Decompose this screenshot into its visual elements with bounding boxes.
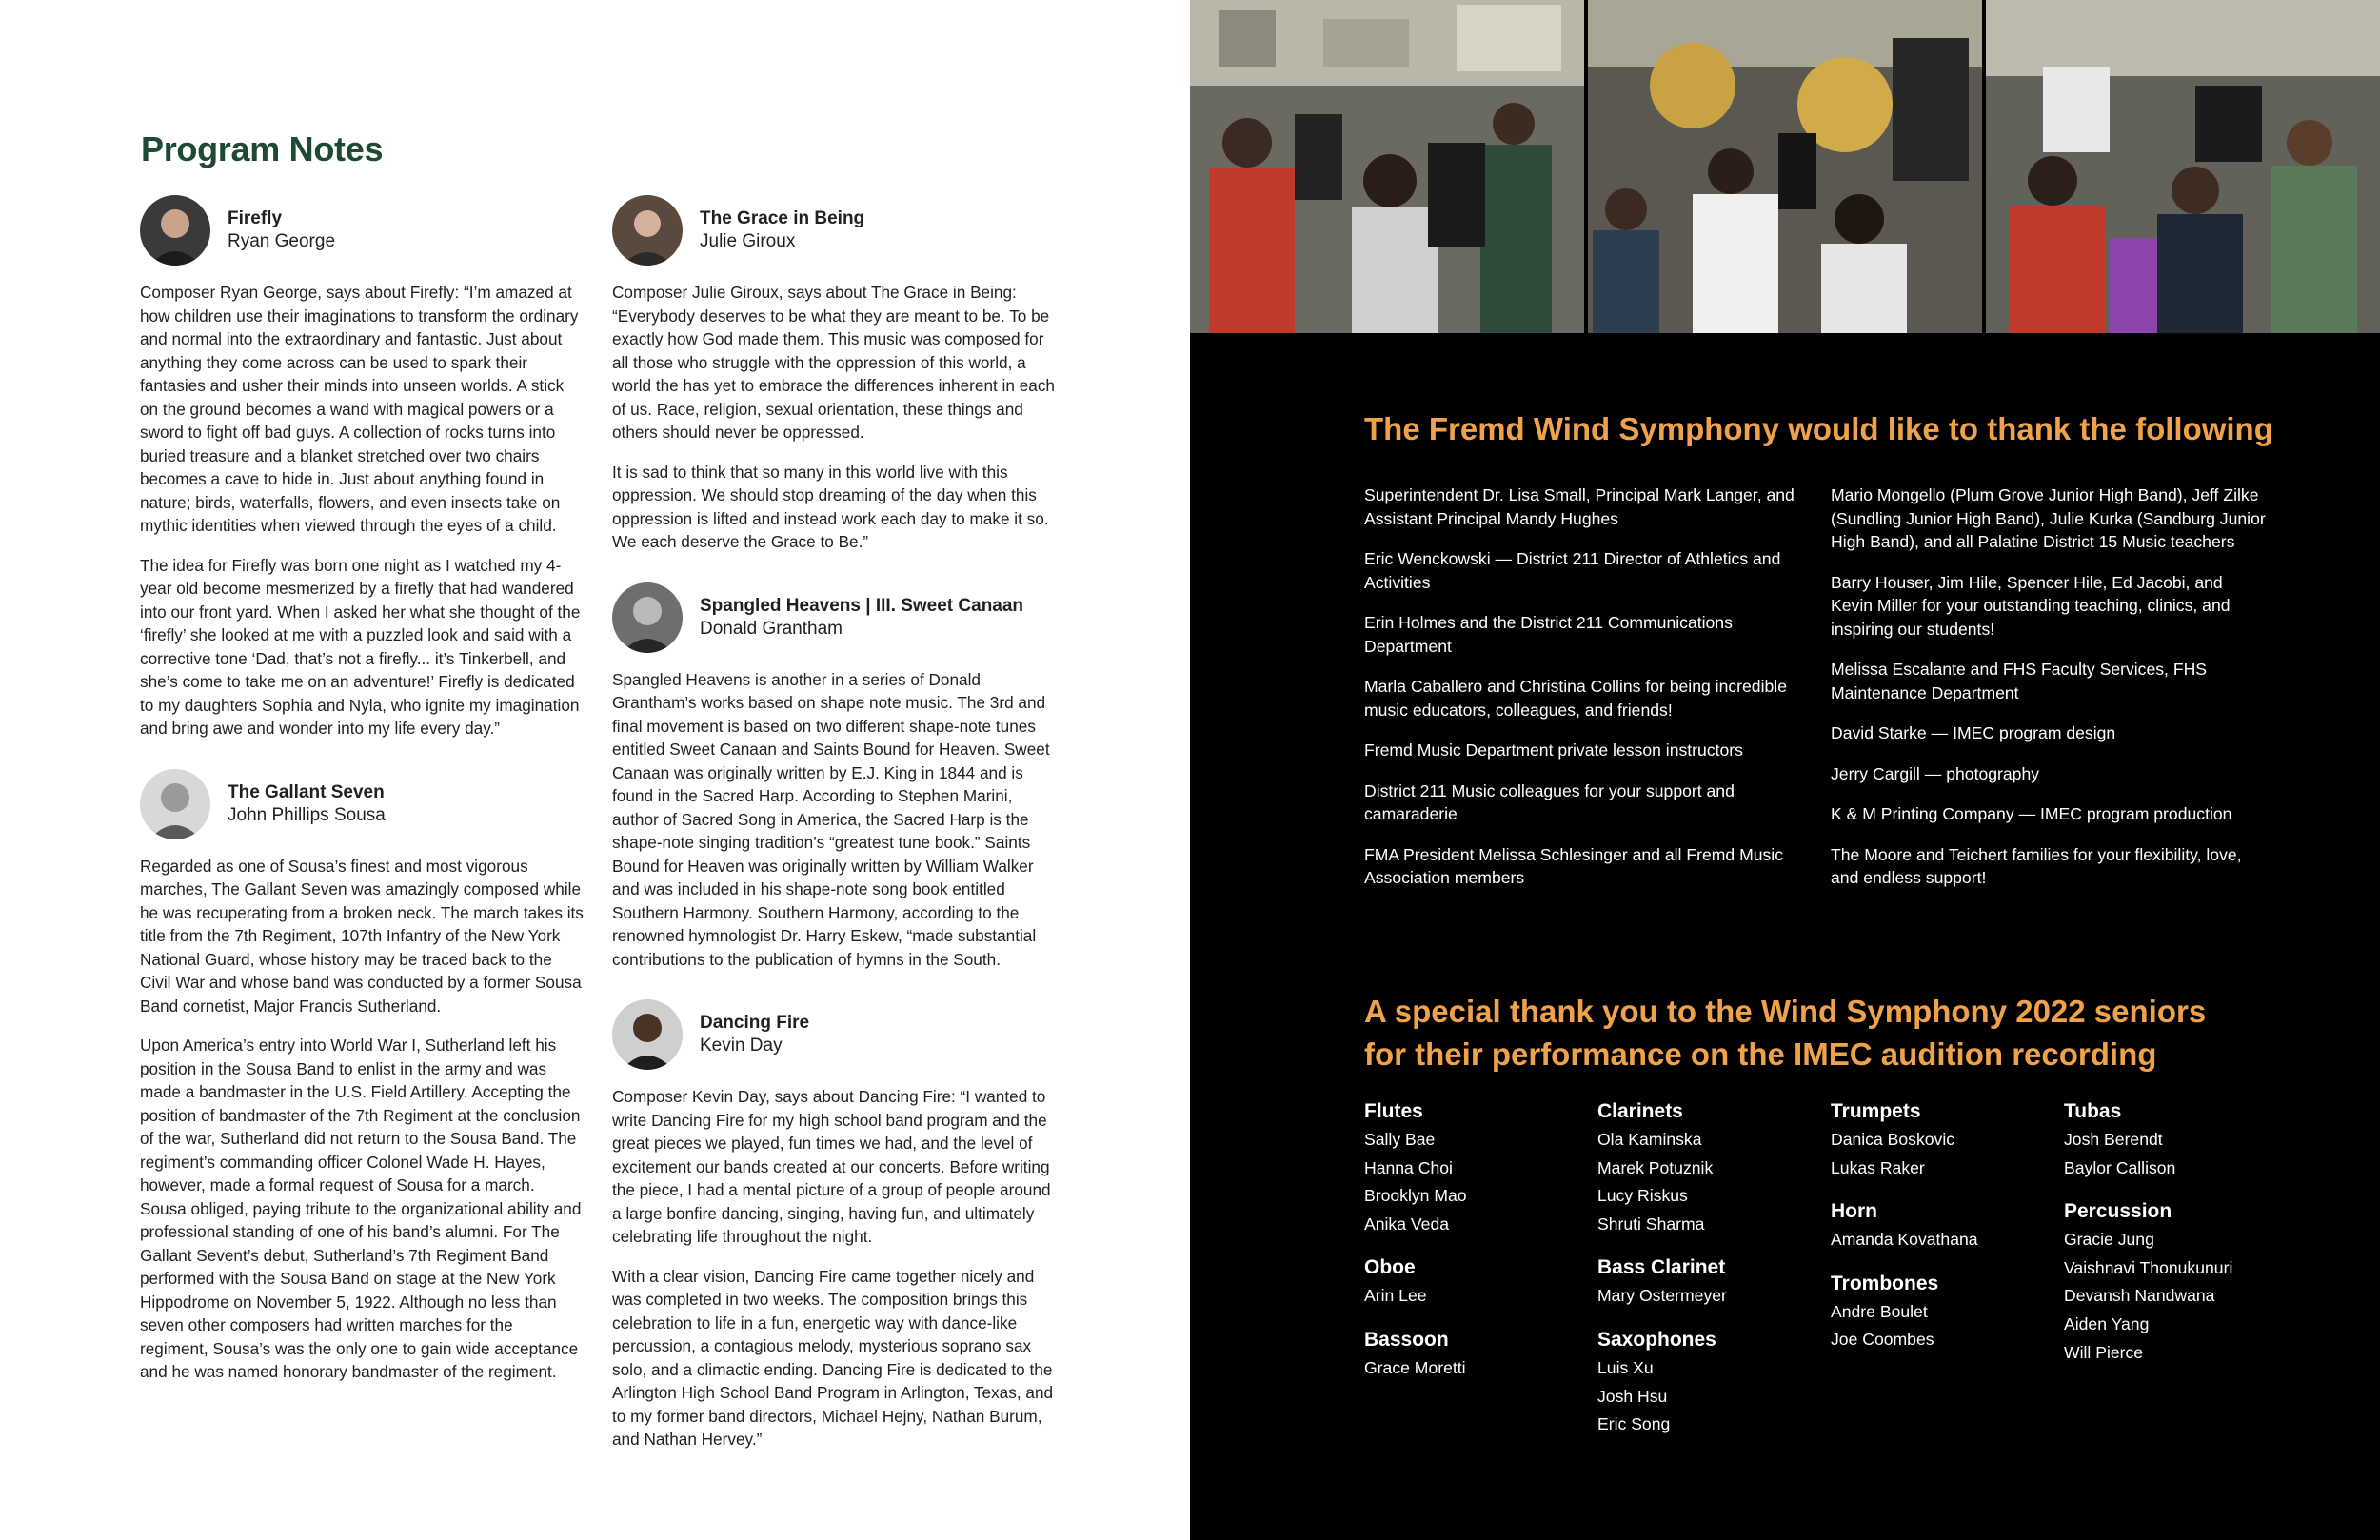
section-name: Bass Clarinet: [1597, 1256, 1726, 1279]
composer-photo: [140, 769, 210, 839]
piece-title: The Gallant Seven: [228, 781, 385, 802]
thanks-item: Mario Mongello (Plum Grove Junior High Band), Jeff Zilke (Sundling Junior High Band), Julie Kurka (Sandburg Junior High Band), and all Palatine District 15 Music teachers: [1831, 485, 2266, 551]
seniors-heading: [1364, 990, 2206, 1076]
member-name: Shruti Sharma: [1597, 1214, 1705, 1234]
section-name: Bassoon: [1364, 1328, 1449, 1351]
member-name: Arin Lee: [1364, 1286, 1427, 1306]
piece-title: The Grace in Being: [700, 208, 865, 228]
member-name: Ola Kaminska: [1597, 1130, 1702, 1149]
section-group: [1364, 1097, 1583, 1238]
thanks-item: Barry Houser, Jim Hile, Spencer Hile, Ed Jacobi, and Kevin Miller for your outstanding teaching, clinics, and inspiring our students!: [1831, 572, 2231, 639]
piece-composer: Kevin Day: [700, 1036, 783, 1056]
note-paragraph: Composer Julie Giroux, says about The Grace in Being: “Everybody deserves to be what they are meant to be. To be exactly how God made them. This music was composed for all those who struggle with the oppression of this world, a world the has yet to embrace the differences inherent in each of us. Race, religion, sexual orientation, these things and others should never be oppressed.: [612, 283, 1055, 442]
member-name: Vaishnavi Thonukunuri: [2064, 1257, 2233, 1277]
section-group: [1831, 1097, 2050, 1182]
member-name: Devansh Nandwana: [2064, 1286, 2215, 1306]
band-photo-flutes: [1190, 0, 1584, 333]
member-name: Josh Hsu: [1597, 1386, 1668, 1406]
thanks-item: Marla Caballero and Christina Collins for being incredible music educators, colleagues, and friends!: [1364, 677, 1787, 720]
note-paragraph: With a clear vision, Dancing Fire came together nicely and was completed in two weeks. The composition brings this celebration to life in a fun, energetic way with dance-like percussion, a contagious melody, mysterious soprano sax solo, and a climactic ending. Dancing Fire is dedicated to the Arlington High School Band Program in Arlington, Texas, and to my former band directors, Michael Hejny, Nathan Burum, and Nathan Hervey.”: [612, 1266, 1054, 1449]
piece-title: Spangled Heavens | III. Sweet Canaan: [700, 595, 1024, 616]
note-paragraph: It is sad to think that so many in this world live with this oppression. We should stop dreaming of the day when this oppression is lifted and instead work each day to make it so. We each deserve the Grace to Be.”: [612, 462, 1049, 551]
member-name: Andre Boulet: [1831, 1301, 1928, 1321]
member-name: Mary Ostermeyer: [1597, 1286, 1727, 1306]
member-name: Hanna Choi: [1364, 1157, 1453, 1177]
piece-dancing-fire: [612, 999, 1058, 1451]
thanks-item: Jerry Cargill — photography: [1831, 763, 2040, 783]
thanks-item: Melissa Escalante and FHS Faculty Services, FHS Maintenance Department: [1831, 660, 2208, 702]
section-name: Tubas: [2064, 1100, 2122, 1122]
section-group: [1831, 1197, 2050, 1254]
notes-column-right: [612, 195, 1058, 1480]
member-name: Anika Veda: [1364, 1214, 1450, 1234]
thanks-item: Erin Holmes and the District 211 Communications Department: [1364, 613, 1733, 656]
member-name: Will Pierce: [2064, 1342, 2144, 1362]
section-group: [1364, 1326, 1583, 1383]
thanks-list-left: [1364, 484, 1812, 907]
notes-column-left: [140, 195, 585, 1412]
section-group: [1597, 1326, 1816, 1439]
section-group: [1597, 1254, 1816, 1311]
band-photo-brass: [1588, 0, 1982, 333]
section-name: Oboe: [1364, 1256, 1416, 1279]
member-name: Baylor Callison: [2064, 1157, 2176, 1177]
section-group: [1364, 1254, 1583, 1311]
member-name: Brooklyn Mao: [1364, 1186, 1467, 1206]
note-paragraph: Composer Ryan George, says about Firefly: “I’m amazed at how children use their imaginations to transform the ordinary and normal into the extraordinary and fantastic. Just about anything they come across can be used to spark their fantasies and usher their minds into unseen worlds. A stick on the ground becomes a wand with magical powers or a sword to fight off bad guys. A collection of rocks turns into buried treasure and a blanket stretched over two chairs becomes a cave to hide in. Just about anything found in nature; birds, waterfalls, flowers, and even insects take on mythic identities when viewed through the eyes of a child.: [140, 283, 579, 535]
note-paragraph: The idea for Firefly was born one night as I watched my 4-year old become mesmerized by a firefly that had wandered into our front yard. When I asked her what she thought of the ‘firefly’ she looked at me with a puzzled look and said with a corrective tone ‘Dad, that’s not a firefly... it’s Tinkerbell, and she’s come to take me on an adventure!’ Firefly is dedicated to my daughters Sophia and Nyla, who ignite my imagination and bring awe and wonder into my life every day.”: [140, 555, 581, 738]
thanks-heading: The Fremd Wind Symphony would like to thank the following: [1364, 411, 2273, 446]
composer-photo: [612, 195, 683, 266]
thanks-list-right: [1831, 484, 2269, 907]
seniors-heading-line2: for their performance on the IMEC audition recording: [1364, 1037, 2157, 1072]
section-group: [1831, 1270, 2050, 1354]
thanks-item: K & M Printing Company — IMEC program production: [1831, 804, 2232, 823]
member-name: Josh Berendt: [2064, 1130, 2163, 1149]
band-photo-strip: [1190, 0, 2380, 333]
member-name: Lucy Riskus: [1597, 1186, 1688, 1206]
member-name: Amanda Kovathana: [1831, 1230, 1978, 1250]
note-paragraph: Upon America’s entry into World War I, Sutherland left his position in the Sousa Band to enlist in the army and was made a bandmaster in the U.S. Field Artillery. Accepting the position of bandmaster of the 7th Regiment at the conclusion of the war, Sutherland did not return to the Sousa Band. The regiment’s commanding officer Colonel Wade H. Hayes, however, made a formal request of Sousa for a march. Sousa obliged, paying tribute to the organizational ability and professional standing of one of his band’s alumni. For The Gallant Sevent’s debut, Sutherland’s 7th Regiment Band performed with the Sousa Band on stage at the New York Hippodrome on November 5, 1922. Although no less than seven other composers had written marches for the regiment, Sousa’s was the only one to gain wide acceptance and he was named honorary bandmaster of the regiment.: [140, 1036, 582, 1381]
piece-composer: Julie Giroux: [700, 231, 796, 251]
section-name: Trombones: [1831, 1272, 1939, 1294]
piece-grace-in-being: [612, 195, 1058, 554]
thanks-item: Fremd Music Department private lesson instructors: [1364, 740, 1743, 760]
member-name: Lukas Raker: [1831, 1157, 1925, 1177]
section-group: [1597, 1097, 1816, 1238]
piece-title: Firefly: [228, 208, 283, 228]
acknowledgements-page: [1190, 0, 2380, 1540]
piece-composer: Ryan George: [228, 231, 336, 251]
composer-photo: [612, 582, 683, 653]
seniors-column-4: [2064, 1097, 2283, 1382]
note-paragraph: Composer Kevin Day, says about Dancing Fire: “I wanted to write Dancing Fire for my high school band program and the great pieces we played, fun times we had, and the level of excitement our bands created at our concerts. Before writing the piece, I had a mental picture of a group of people around a large bonfire dancing, singing, having fun, and ultimately celebrating life throughout the night.: [612, 1087, 1051, 1246]
seniors-heading-line1: A special thank you to the Wind Symphony 2022 seniors: [1364, 994, 2207, 1029]
piece-gallant-seven: [140, 769, 585, 1384]
piece-title: Dancing Fire: [700, 1013, 810, 1033]
section-name: Saxophones: [1597, 1328, 1716, 1351]
section-name: Horn: [1831, 1200, 1877, 1223]
member-name: Grace Moretti: [1364, 1357, 1466, 1377]
composer-photo: [140, 195, 210, 266]
section-name: Flutes: [1364, 1100, 1423, 1122]
member-name: Aiden Yang: [2064, 1313, 2150, 1333]
seniors-column-3: [1831, 1097, 2050, 1370]
thanks-item: FMA President Melissa Schlesinger and all Fremd Music Association members: [1364, 844, 1784, 887]
member-name: Joe Coombes: [1831, 1330, 1934, 1350]
note-paragraph: Regarded as one of Sousa’s finest and most vigorous marches, The Gallant Seven was amazingly composed while he was recuperating from a broken neck. The march takes its title from the 7th Regiment, 107th Infantry of the New York National Guard, whose history may be traced back to the Civil War and whose band was conducted by a former Sousa Band cornetist, Major Francis Sutherland.: [140, 856, 584, 1016]
member-name: Marek Potuznik: [1597, 1157, 1714, 1177]
section-group: [2064, 1197, 2283, 1367]
member-name: Eric Song: [1597, 1414, 1671, 1434]
section-name: Clarinets: [1597, 1100, 1683, 1122]
thanks-item: The Moore and Teichert families for your flexibility, love, and endless support!: [1831, 844, 2242, 887]
piece-composer: Donald Grantham: [700, 618, 843, 639]
seniors-column-2: [1597, 1097, 1816, 1454]
thanks-item: David Starke — IMEC program design: [1831, 723, 2116, 742]
section-group: [2064, 1097, 2283, 1182]
thanks-item: Eric Wenckowski — District 211 Director of Athletics and Activities: [1364, 549, 1781, 592]
band-photo-clarinets: [1986, 0, 2380, 333]
thanks-item: District 211 Music colleagues for your support and camaraderie: [1364, 780, 1735, 823]
section-name: Trumpets: [1831, 1100, 1921, 1122]
page-title: Program Notes: [141, 129, 384, 168]
member-name: Danica Boskovic: [1831, 1130, 1955, 1149]
piece-spangled-heavens: [612, 582, 1058, 972]
member-name: Luis Xu: [1597, 1357, 1654, 1377]
member-name: Sally Bae: [1364, 1130, 1436, 1149]
note-paragraph: Spangled Heavens is another in a series of Donald Grantham’s works based on shape note music. The 3rd and final movement is based on two different shape-note tunes entitled Sweet Canaan and Saints Bound for Heaven. Sweet Canaan was originally written by E.J. King in 1844 and is found in the Sacred Harp. According to Stephen Marini, author of Sacred Song in America, the Sacred Harp is the shape-note singing tradition’s “greatest tune book.” Saints Bound for Heaven was originally written by William Walker and was included in his shape-note song book entitled Southern Harmony. Southern Harmony, according to the renowned hymnologist Dr. Harry Eskew, “made substantial contributions to the publication of hymns in the South.: [612, 669, 1050, 969]
piece-composer: John Phillips Sousa: [228, 804, 386, 825]
section-name: Percussion: [2064, 1200, 2172, 1223]
composer-photo: [612, 999, 683, 1070]
member-name: Gracie Jung: [2064, 1230, 2154, 1250]
thanks-item: Superintendent Dr. Lisa Small, Principal Mark Langer, and Assistant Principal Mandy Hughes: [1364, 485, 1795, 528]
piece-firefly: [140, 195, 585, 740]
seniors-column-1: [1364, 1097, 1583, 1398]
